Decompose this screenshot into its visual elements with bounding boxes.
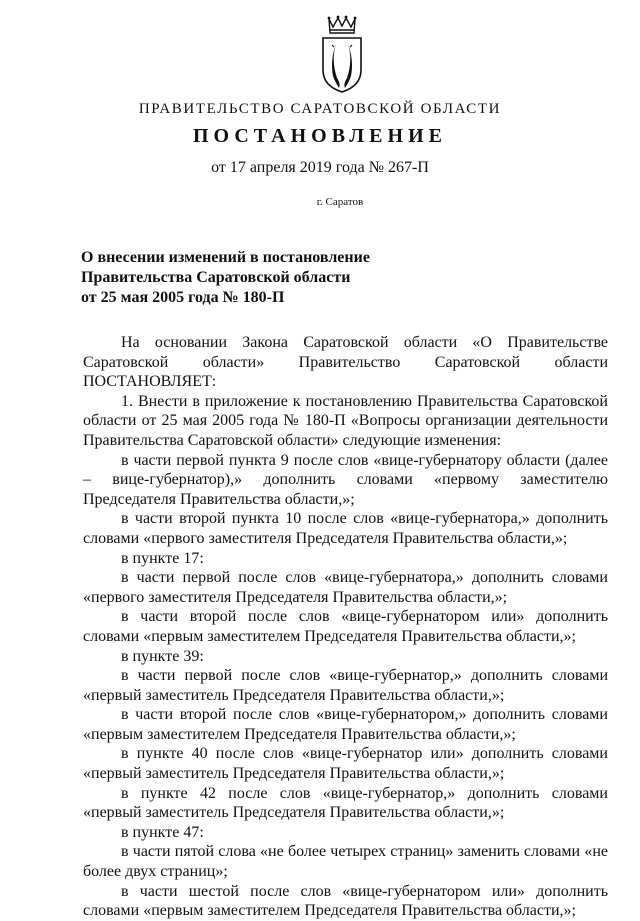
paragraph: в части пятой слова «не более четырех страниц» заменить словами «не более двух страниц»; — [83, 843, 608, 881]
paragraph: в пункте 17: — [121, 549, 204, 567]
document-body — [83, 333, 608, 921]
paragraph: в части шестой после слов «вице-губернатором или» дополнить словами «первым заместителем Председателя Правительства области,»; — [83, 882, 608, 920]
paragraph: в части второй пункта 10 после слов «вице-губернатора,» дополнить словами «первого заместителя Председателя Правительства области,»; — [83, 510, 608, 547]
paragraph: На основании Закона Саратовской области «О Правительстве Саратовской области» Правительство Саратовской области ПОСТАНОВЛЯЕТ: — [83, 334, 608, 391]
saratov-coat-of-arms-icon — [318, 14, 366, 94]
subject-line: от 25 мая 2005 года № 180-П — [81, 289, 285, 306]
paragraph: в части первой после слов «вице-губернатор,» дополнить словами «первый заместитель Председателя Правительства области,»; — [83, 667, 608, 704]
paragraph: 1. Внести в приложение к постановлению Правительства Саратовской области от 25 мая 2005 года № 180-П «Вопросы организации деятельности Правительства Саратовской области» следующие изменения: — [83, 392, 608, 449]
paragraph: в части первой пункта 9 после слов «вице-губернатору области (далее – вице-губернатор),» дополнить словами «первому заместителю Председателя Правительства области,»; — [83, 451, 608, 508]
organization-title: ПРАВИТЕЛЬСТВО САРАТОВСКОЙ ОБЛАСТИ — [138, 101, 502, 117]
paragraph: в части второй после слов «вице-губернатором,» дополнить словами «первым заместителем Председателя Правительства области,»; — [83, 706, 608, 743]
document-type: ПОСТАНОВЛЕНИЕ — [193, 125, 447, 147]
document-subject — [81, 248, 441, 308]
paragraph: в части первой после слов «вице-губернатора,» дополнить словами «первого заместителя Председателя Правительства области,»; — [83, 569, 608, 606]
subject-line: Правительства Саратовской области — [81, 269, 351, 286]
subject-line: О внесении изменений в постановление — [81, 249, 370, 266]
paragraph: в пункте 42 после слов «вице-губернатор,» дополнить словами «первый заместитель Председателя Правительства области,»; — [83, 784, 608, 822]
paragraph: в пункте 40 после слов «вице-губернатор или» дополнить словами «первый заместитель Председателя Правительства области,»; — [83, 745, 608, 783]
paragraph: в пункте 39: — [121, 647, 204, 665]
document-city: г. Саратов — [316, 196, 364, 208]
paragraph: в пункте 47: — [121, 823, 204, 841]
paragraph: в части второй после слов «вице-губернатором или» дополнить словами «первым заместителем Председателя Правительства области,»; — [83, 608, 608, 645]
document-date-number: от 17 апреля 2019 года № 267-П — [211, 159, 429, 176]
